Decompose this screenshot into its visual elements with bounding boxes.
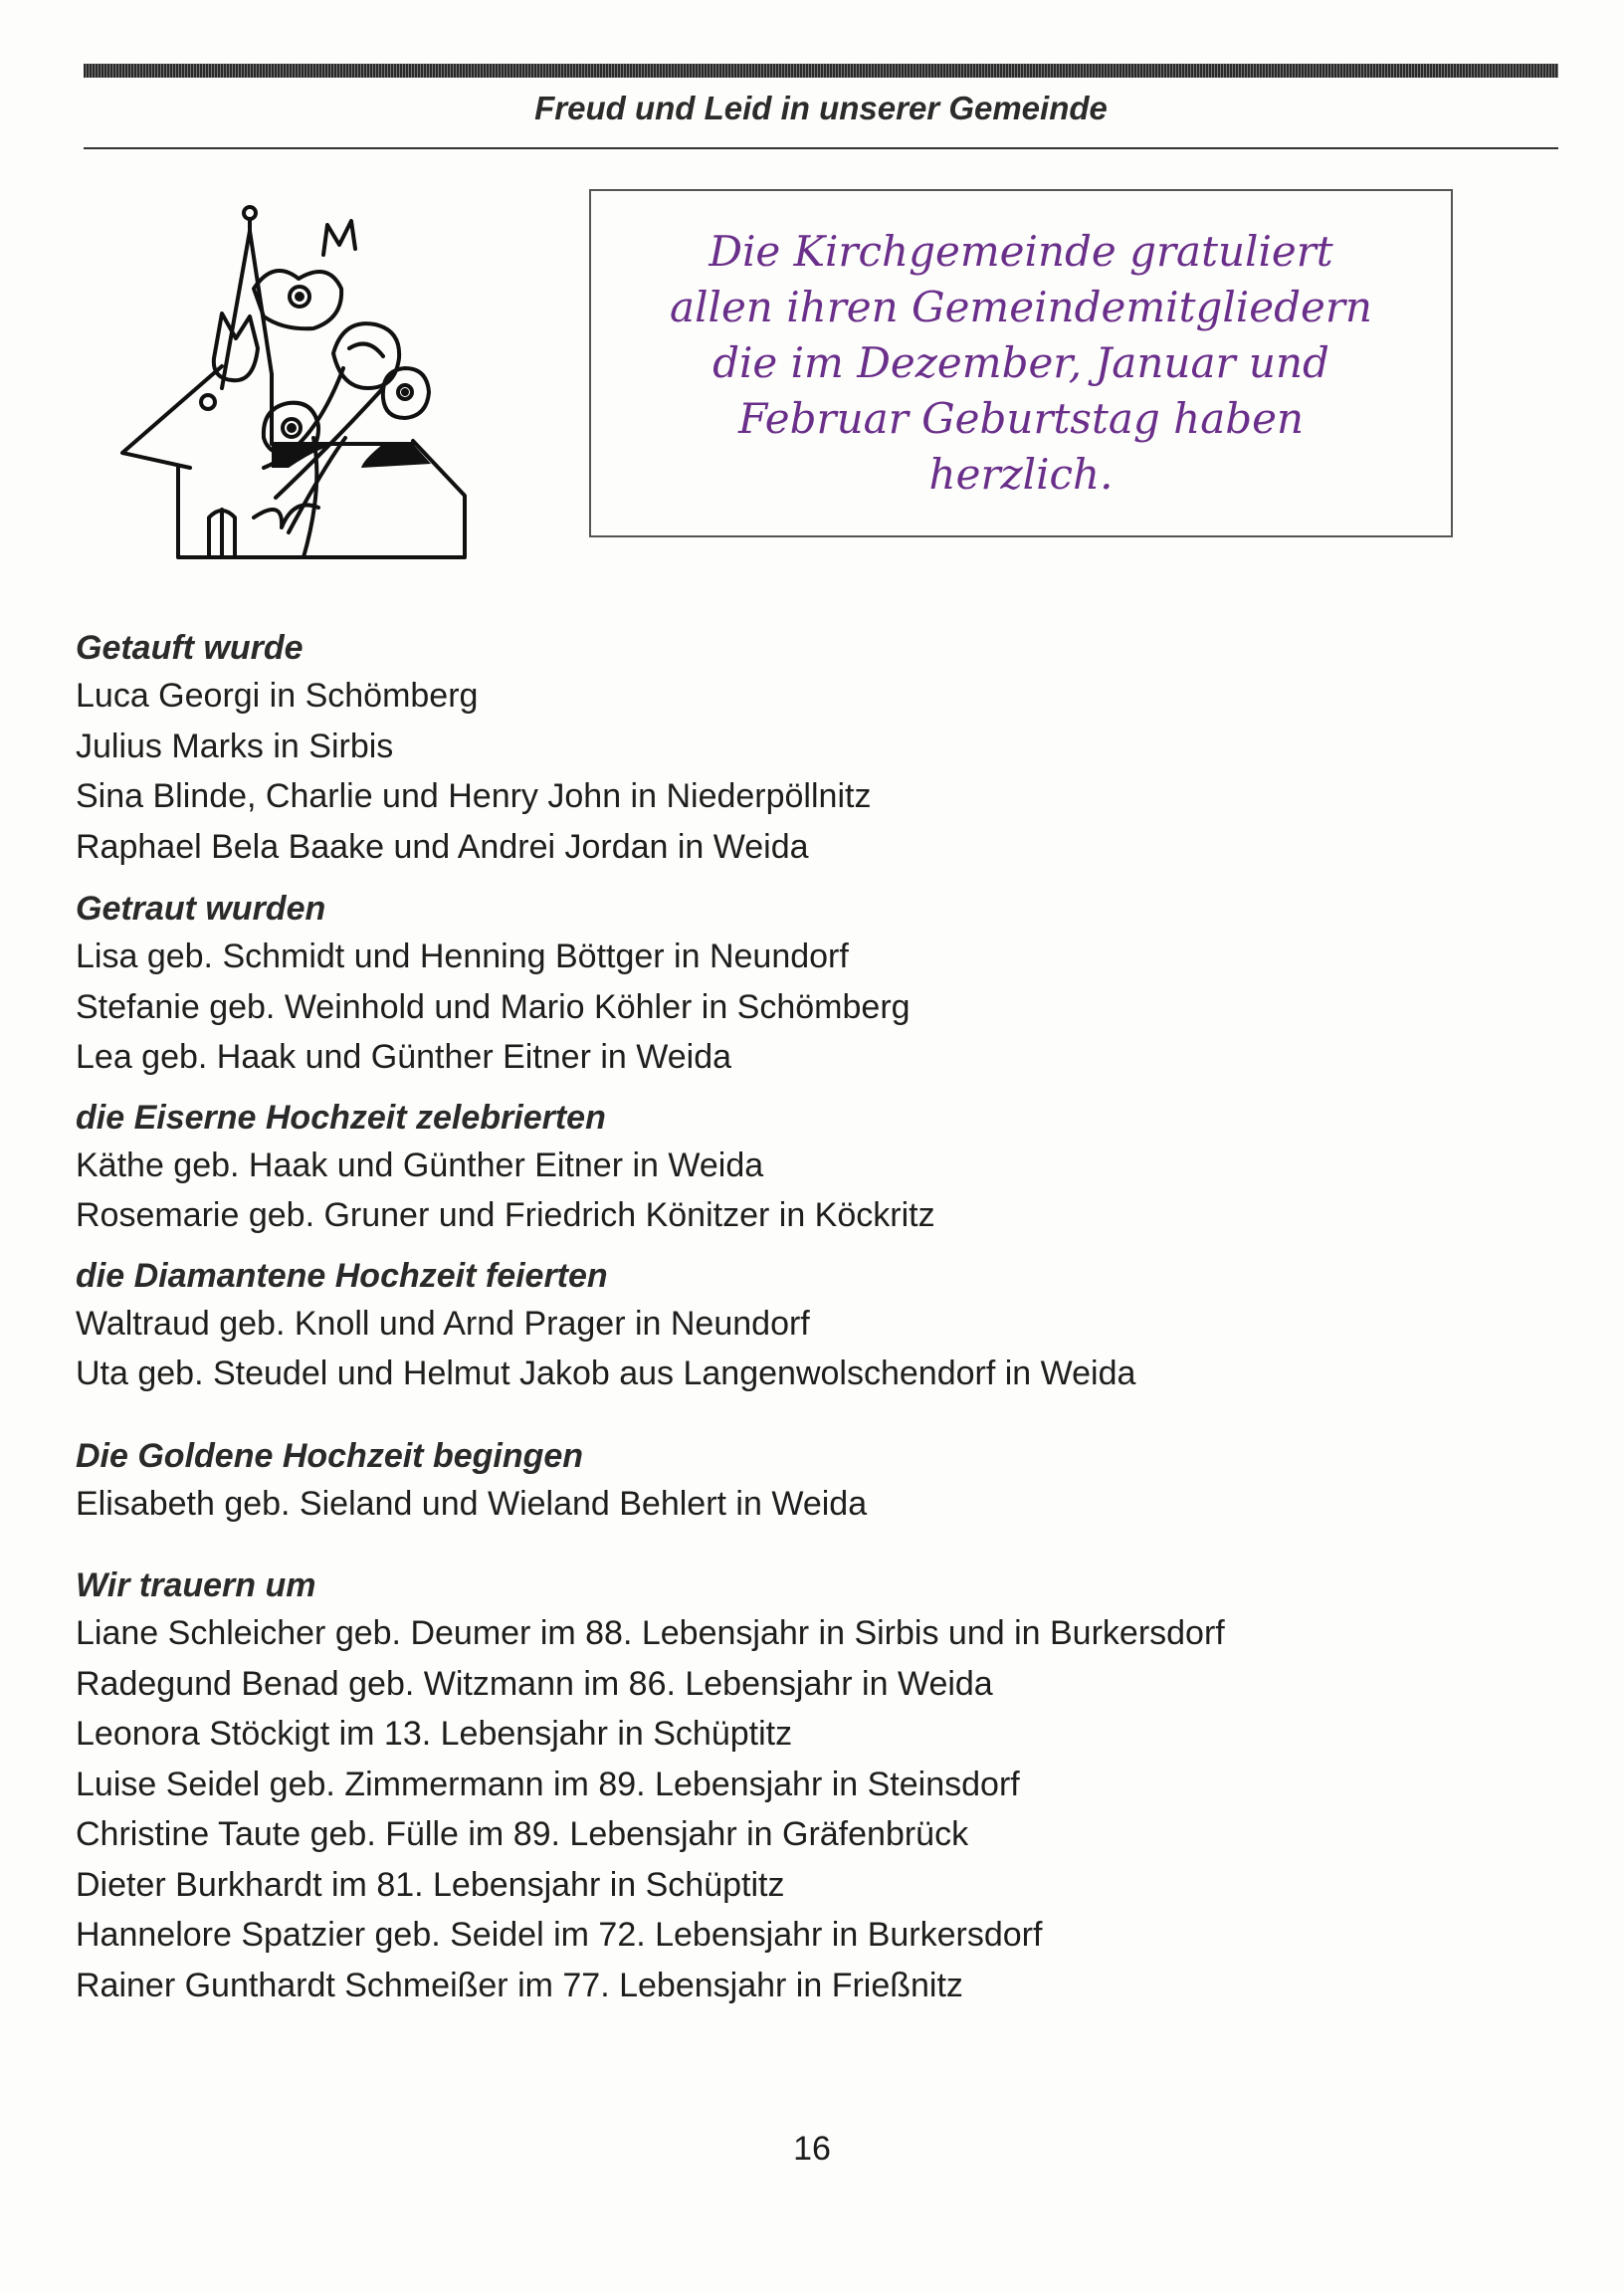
header-rule-thick: [84, 64, 1558, 78]
birthday-greeting-box: [589, 189, 1453, 537]
section-heading: Wir trauern um: [76, 1566, 316, 1604]
section-baptisms: [76, 625, 1548, 872]
list-item: Radegund Benad geb. Witzmann im 86. Lebensjahr in Weida: [76, 1664, 993, 1703]
section-heading: die Eiserne Hochzeit zelebrierten: [76, 1098, 606, 1137]
section-mourning: [76, 1563, 1548, 2010]
section-diamond-wedding: [76, 1253, 1548, 1399]
header-rule-thin: [84, 147, 1558, 149]
announcements: [76, 625, 1548, 2010]
section-heading: Die Goldene Hochzeit begingen: [76, 1436, 584, 1475]
section-heading: die Diamantene Hochzeit feierten: [76, 1256, 608, 1295]
list-item: Luise Seidel geb. Zimmermann im 89. Lebensjahr in Steinsdorf: [76, 1765, 1020, 1803]
greeting-line: Die Kirchgemeinde gratuliert: [709, 227, 1333, 276]
list-item: Rainer Gunthardt Schmeißer im 77. Lebensjahr in Frießnitz: [76, 1966, 963, 2004]
section-weddings: [76, 886, 1548, 1083]
greeting-line: die im Dezember, Januar und: [712, 338, 1329, 387]
greeting-line: allen ihren Gemeindemitgliedern: [670, 283, 1372, 331]
list-item: Christine Taute geb. Fülle im 89. Lebensjahr in Gräfenbrück: [76, 1815, 969, 1853]
list-item: Dieter Burkhardt im 81. Lebensjahr in Schüptitz: [76, 1865, 785, 1904]
list-item: Stefanie geb. Weinhold und Mario Köhler in Schömberg: [76, 987, 911, 1026]
list-item: Lea geb. Haak und Günther Eitner in Weida: [76, 1038, 732, 1076]
list-item: Julius Marks in Sirbis: [76, 727, 394, 765]
list-item: Raphael Bela Baake und Andrei Jordan in Weida: [76, 827, 809, 866]
list-item: Uta geb. Steudel und Helmut Jakob aus Langenwolschendorf in Weida: [76, 1355, 1136, 1392]
list-item: Waltraud geb. Knoll und Arnd Prager in Neundorf: [76, 1304, 810, 1343]
page-number: 16: [793, 2130, 831, 2168]
list-item: Rosemarie geb. Gruner und Friedrich Könitzer in Köckritz: [76, 1196, 935, 1234]
list-item: Lisa geb. Schmidt und Henning Böttger in Neundorf: [76, 938, 849, 975]
running-header: Freud und Leid in unserer Gemeinde: [534, 90, 1108, 126]
list-item: Hannelore Spatzier geb. Seidel im 72. Lebensjahr in Burkersdorf: [76, 1916, 1043, 1954]
list-item: Elisabeth geb. Sieland und Wieland Behlert in Weida: [76, 1484, 868, 1523]
greeting-line: herzlich.: [928, 450, 1114, 499]
list-item: Leonora Stöckigt im 13. Lebensjahr in Schüptitz: [76, 1715, 793, 1753]
greeting-line: Februar Geburtstag haben: [737, 394, 1305, 443]
church-with-flowers-illustration: [114, 199, 532, 562]
list-item: Sina Blinde, Charlie und Henry John in Niederpöllnitz: [76, 777, 872, 815]
list-item: Käthe geb. Haak und Günther Eitner in Weida: [76, 1146, 764, 1184]
list-item: Liane Schleicher geb. Deumer im 88. Lebensjahr in Sirbis und in Burkersdorf: [76, 1614, 1225, 1652]
section-heading: Getraut wurden: [76, 890, 326, 928]
section-iron-wedding: [76, 1095, 1548, 1241]
list-item: Luca Georgi in Schömberg: [76, 677, 479, 715]
birthday-greeting-text: [670, 224, 1372, 503]
section-golden-wedding: [76, 1433, 1548, 1530]
section-heading: Getauft wurde: [76, 629, 304, 667]
